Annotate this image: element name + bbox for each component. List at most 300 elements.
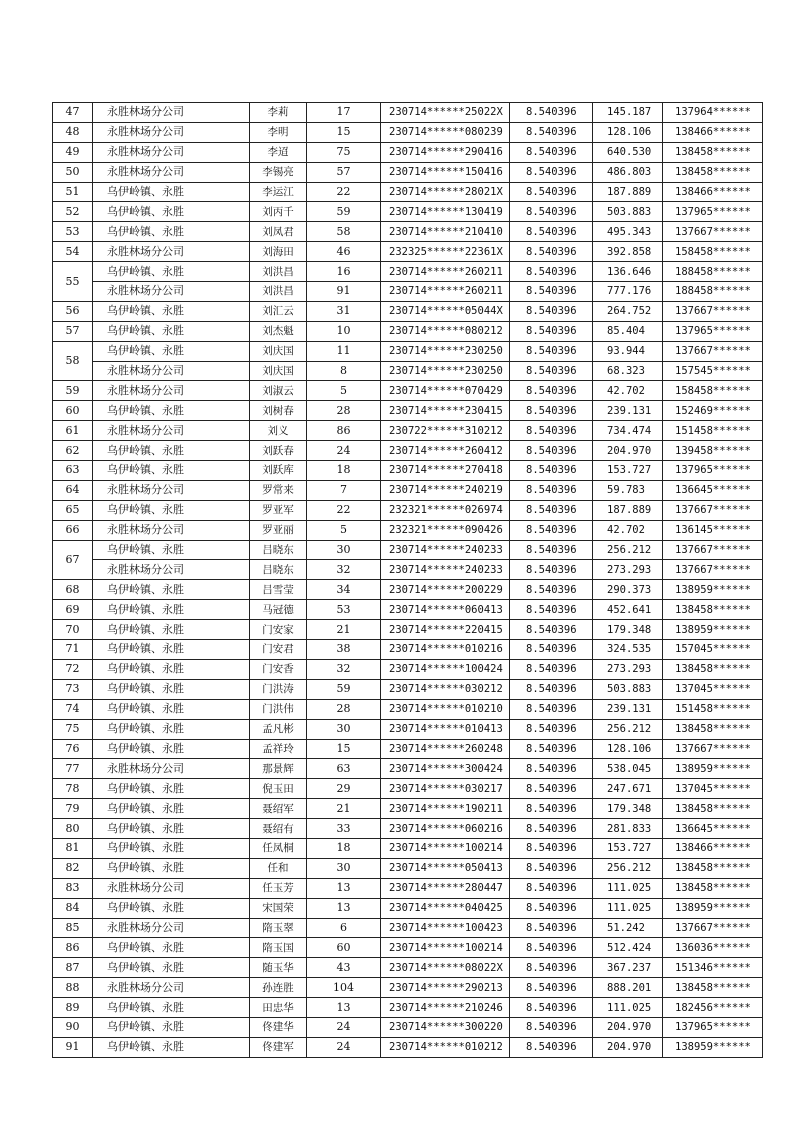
phone-cell: 138458****** bbox=[663, 858, 763, 878]
name-cell: 孟凡彬 bbox=[250, 719, 307, 739]
table-row bbox=[53, 341, 763, 361]
quantity-cell: 32 bbox=[307, 560, 381, 580]
area-cell: 8.540396 bbox=[510, 520, 593, 540]
table-row bbox=[53, 461, 763, 481]
area-cell: 8.540396 bbox=[510, 242, 593, 262]
table-row bbox=[53, 998, 763, 1018]
phone-cell: 138959****** bbox=[663, 580, 763, 600]
area-cell: 8.540396 bbox=[510, 779, 593, 799]
town-cell: 永胜林场分公司 bbox=[93, 421, 250, 441]
town-cell: 永胜林场分公司 bbox=[93, 103, 250, 123]
area-cell: 8.540396 bbox=[510, 898, 593, 918]
name-cell: 刘汇云 bbox=[250, 301, 307, 321]
phone-cell: 138458****** bbox=[663, 162, 763, 182]
table-row bbox=[53, 1037, 763, 1057]
table-row bbox=[53, 978, 763, 998]
town-cell: 永胜林场分公司 bbox=[93, 520, 250, 540]
quantity-cell: 32 bbox=[307, 659, 381, 679]
table-row bbox=[53, 719, 763, 739]
town-cell: 永胜林场分公司 bbox=[93, 142, 250, 162]
phone-cell: 137045****** bbox=[663, 679, 763, 699]
table-row bbox=[53, 560, 763, 580]
phone-cell: 137667****** bbox=[663, 918, 763, 938]
area-cell: 8.540396 bbox=[510, 321, 593, 341]
quantity-cell: 86 bbox=[307, 421, 381, 441]
name-cell: 李莉 bbox=[250, 103, 307, 123]
quantity-cell: 43 bbox=[307, 958, 381, 978]
amount-cell: 324.535 bbox=[593, 640, 663, 660]
table-row bbox=[53, 540, 763, 560]
amount-cell: 42.702 bbox=[593, 381, 663, 401]
amount-cell: 179.348 bbox=[593, 620, 663, 640]
area-cell: 8.540396 bbox=[510, 222, 593, 242]
town-cell: 乌伊岭镇、永胜 bbox=[93, 321, 250, 341]
row-number-cell: 73 bbox=[53, 679, 93, 699]
id-number-cell: 230714******080239 bbox=[381, 122, 510, 142]
row-number-cell: 76 bbox=[53, 739, 93, 759]
row-number-cell: 49 bbox=[53, 142, 93, 162]
phone-cell: 138959****** bbox=[663, 620, 763, 640]
area-cell: 8.540396 bbox=[510, 719, 593, 739]
phone-cell: 137667****** bbox=[663, 222, 763, 242]
row-number-cell: 70 bbox=[53, 620, 93, 640]
id-number-cell: 230714******25022X bbox=[381, 103, 510, 123]
row-number-cell: 54 bbox=[53, 242, 93, 262]
row-number-cell: 47 bbox=[53, 103, 93, 123]
name-cell: 门安君 bbox=[250, 640, 307, 660]
town-cell: 乌伊岭镇、永胜 bbox=[93, 301, 250, 321]
table-row bbox=[53, 321, 763, 341]
area-cell: 8.540396 bbox=[510, 659, 593, 679]
phone-cell: 137667****** bbox=[663, 500, 763, 520]
town-cell: 乌伊岭镇、永胜 bbox=[93, 600, 250, 620]
row-number-cell: 55 bbox=[53, 262, 93, 302]
quantity-cell: 21 bbox=[307, 620, 381, 640]
town-cell: 永胜林场分公司 bbox=[93, 560, 250, 580]
name-cell: 随玉华 bbox=[250, 958, 307, 978]
quantity-cell: 59 bbox=[307, 202, 381, 222]
town-cell: 乌伊岭镇、永胜 bbox=[93, 1037, 250, 1057]
table-row bbox=[53, 799, 763, 819]
row-number-cell: 82 bbox=[53, 858, 93, 878]
quantity-cell: 18 bbox=[307, 461, 381, 481]
quantity-cell: 46 bbox=[307, 242, 381, 262]
area-cell: 8.540396 bbox=[510, 421, 593, 441]
town-cell: 乌伊岭镇、永胜 bbox=[93, 401, 250, 421]
name-cell: 门安家 bbox=[250, 620, 307, 640]
id-number-cell: 230722******310212 bbox=[381, 421, 510, 441]
name-cell: 田忠华 bbox=[250, 998, 307, 1018]
phone-cell: 138959****** bbox=[663, 898, 763, 918]
amount-cell: 281.833 bbox=[593, 819, 663, 839]
name-cell: 门安香 bbox=[250, 659, 307, 679]
area-cell: 8.540396 bbox=[510, 341, 593, 361]
amount-cell: 179.348 bbox=[593, 799, 663, 819]
id-number-cell: 230714******260248 bbox=[381, 739, 510, 759]
id-number-cell: 230714******260211 bbox=[381, 282, 510, 302]
name-cell: 刘庆国 bbox=[250, 361, 307, 381]
phone-cell: 138458****** bbox=[663, 799, 763, 819]
table-row bbox=[53, 381, 763, 401]
area-cell: 8.540396 bbox=[510, 361, 593, 381]
row-number-cell: 48 bbox=[53, 122, 93, 142]
town-cell: 乌伊岭镇、永胜 bbox=[93, 998, 250, 1018]
town-cell: 乌伊岭镇、永胜 bbox=[93, 719, 250, 739]
row-number-cell: 91 bbox=[53, 1037, 93, 1057]
row-number-cell: 85 bbox=[53, 918, 93, 938]
town-cell: 乌伊岭镇、永胜 bbox=[93, 898, 250, 918]
town-cell: 乌伊岭镇、永胜 bbox=[93, 958, 250, 978]
phone-cell: 137667****** bbox=[663, 540, 763, 560]
area-cell: 8.540396 bbox=[510, 958, 593, 978]
phone-cell: 151458****** bbox=[663, 421, 763, 441]
phone-cell: 158458****** bbox=[663, 242, 763, 262]
quantity-cell: 21 bbox=[307, 799, 381, 819]
id-number-cell: 230714******300424 bbox=[381, 759, 510, 779]
name-cell: 李运江 bbox=[250, 182, 307, 202]
name-cell: 佟建华 bbox=[250, 1017, 307, 1037]
town-cell: 永胜林场分公司 bbox=[93, 162, 250, 182]
amount-cell: 187.889 bbox=[593, 182, 663, 202]
row-number-cell: 69 bbox=[53, 600, 93, 620]
id-number-cell: 230714******240233 bbox=[381, 560, 510, 580]
name-cell: 宋国荣 bbox=[250, 898, 307, 918]
name-cell: 孟祥玲 bbox=[250, 739, 307, 759]
name-cell: 门洪伟 bbox=[250, 699, 307, 719]
id-number-cell: 230714******060216 bbox=[381, 819, 510, 839]
phone-cell: 182456****** bbox=[663, 998, 763, 1018]
amount-cell: 42.702 bbox=[593, 520, 663, 540]
quantity-cell: 13 bbox=[307, 878, 381, 898]
table-row bbox=[53, 779, 763, 799]
phone-cell: 188458****** bbox=[663, 262, 763, 282]
phone-cell: 138458****** bbox=[663, 659, 763, 679]
phone-cell: 136145****** bbox=[663, 520, 763, 540]
area-cell: 8.540396 bbox=[510, 600, 593, 620]
table-row bbox=[53, 1017, 763, 1037]
id-number-cell: 230714******010216 bbox=[381, 640, 510, 660]
area-cell: 8.540396 bbox=[510, 122, 593, 142]
table-row bbox=[53, 659, 763, 679]
id-number-cell: 230714******010210 bbox=[381, 699, 510, 719]
amount-cell: 128.106 bbox=[593, 739, 663, 759]
town-cell: 乌伊岭镇、永胜 bbox=[93, 858, 250, 878]
table-row bbox=[53, 640, 763, 660]
quantity-cell: 6 bbox=[307, 918, 381, 938]
town-cell: 乌伊岭镇、永胜 bbox=[93, 202, 250, 222]
name-cell: 刘海田 bbox=[250, 242, 307, 262]
area-cell: 8.540396 bbox=[510, 441, 593, 461]
town-cell: 乌伊岭镇、永胜 bbox=[93, 182, 250, 202]
id-number-cell: 230714******100424 bbox=[381, 659, 510, 679]
amount-cell: 145.187 bbox=[593, 103, 663, 123]
row-number-cell: 71 bbox=[53, 640, 93, 660]
phone-cell: 137667****** bbox=[663, 739, 763, 759]
town-cell: 乌伊岭镇、永胜 bbox=[93, 262, 250, 282]
quantity-cell: 24 bbox=[307, 1017, 381, 1037]
town-cell: 乌伊岭镇、永胜 bbox=[93, 341, 250, 361]
table-row bbox=[53, 421, 763, 441]
amount-cell: 495.343 bbox=[593, 222, 663, 242]
name-cell: 刘洪昌 bbox=[250, 262, 307, 282]
name-cell: 罗亚丽 bbox=[250, 520, 307, 540]
town-cell: 永胜林场分公司 bbox=[93, 242, 250, 262]
phone-cell: 138466****** bbox=[663, 122, 763, 142]
table-row bbox=[53, 699, 763, 719]
table-row bbox=[53, 600, 763, 620]
amount-cell: 111.025 bbox=[593, 878, 663, 898]
area-cell: 8.540396 bbox=[510, 640, 593, 660]
amount-cell: 256.212 bbox=[593, 540, 663, 560]
quantity-cell: 57 bbox=[307, 162, 381, 182]
table-row bbox=[53, 480, 763, 500]
row-number-cell: 56 bbox=[53, 301, 93, 321]
name-cell: 聂绍有 bbox=[250, 819, 307, 839]
town-cell: 乌伊岭镇、永胜 bbox=[93, 838, 250, 858]
amount-cell: 888.201 bbox=[593, 978, 663, 998]
area-cell: 8.540396 bbox=[510, 480, 593, 500]
phone-cell: 137965****** bbox=[663, 321, 763, 341]
row-number-cell: 88 bbox=[53, 978, 93, 998]
area-cell: 8.540396 bbox=[510, 103, 593, 123]
row-number-cell: 84 bbox=[53, 898, 93, 918]
name-cell: 刘洪昌 bbox=[250, 282, 307, 302]
area-cell: 8.540396 bbox=[510, 461, 593, 481]
id-number-cell: 230714******030217 bbox=[381, 779, 510, 799]
table-row bbox=[53, 739, 763, 759]
id-number-cell: 230714******030212 bbox=[381, 679, 510, 699]
row-number-cell: 74 bbox=[53, 699, 93, 719]
phone-cell: 136645****** bbox=[663, 819, 763, 839]
town-cell: 乌伊岭镇、永胜 bbox=[93, 620, 250, 640]
amount-cell: 204.970 bbox=[593, 1037, 663, 1057]
area-cell: 8.540396 bbox=[510, 998, 593, 1018]
row-number-cell: 90 bbox=[53, 1017, 93, 1037]
quantity-cell: 30 bbox=[307, 540, 381, 560]
phone-cell: 152469****** bbox=[663, 401, 763, 421]
phone-cell: 188458****** bbox=[663, 282, 763, 302]
phone-cell: 137965****** bbox=[663, 1017, 763, 1037]
quantity-cell: 10 bbox=[307, 321, 381, 341]
quantity-cell: 30 bbox=[307, 719, 381, 739]
amount-cell: 512.424 bbox=[593, 938, 663, 958]
row-number-cell: 83 bbox=[53, 878, 93, 898]
table-row bbox=[53, 262, 763, 282]
table-row bbox=[53, 938, 763, 958]
amount-cell: 247.671 bbox=[593, 779, 663, 799]
name-cell: 任凤桐 bbox=[250, 838, 307, 858]
name-cell: 吕雪莹 bbox=[250, 580, 307, 600]
id-number-cell: 230714******280447 bbox=[381, 878, 510, 898]
phone-cell: 136036****** bbox=[663, 938, 763, 958]
id-number-cell: 230714******28021X bbox=[381, 182, 510, 202]
name-cell: 孙连胜 bbox=[250, 978, 307, 998]
id-number-cell: 230714******040425 bbox=[381, 898, 510, 918]
area-cell: 8.540396 bbox=[510, 938, 593, 958]
id-number-cell: 230714******130419 bbox=[381, 202, 510, 222]
name-cell: 罗常来 bbox=[250, 480, 307, 500]
area-cell: 8.540396 bbox=[510, 182, 593, 202]
quantity-cell: 31 bbox=[307, 301, 381, 321]
id-number-cell: 230714******100214 bbox=[381, 938, 510, 958]
quantity-cell: 7 bbox=[307, 480, 381, 500]
name-cell: 门洪涛 bbox=[250, 679, 307, 699]
phone-cell: 157545****** bbox=[663, 361, 763, 381]
town-cell: 永胜林场分公司 bbox=[93, 759, 250, 779]
town-cell: 乌伊岭镇、永胜 bbox=[93, 461, 250, 481]
phone-cell: 138458****** bbox=[663, 600, 763, 620]
quantity-cell: 58 bbox=[307, 222, 381, 242]
amount-cell: 239.131 bbox=[593, 699, 663, 719]
area-cell: 8.540396 bbox=[510, 819, 593, 839]
area-cell: 8.540396 bbox=[510, 679, 593, 699]
amount-cell: 538.045 bbox=[593, 759, 663, 779]
id-number-cell: 230714******220415 bbox=[381, 620, 510, 640]
town-cell: 永胜林场分公司 bbox=[93, 282, 250, 302]
row-number-cell: 77 bbox=[53, 759, 93, 779]
quantity-cell: 104 bbox=[307, 978, 381, 998]
id-number-cell: 230714******300220 bbox=[381, 1017, 510, 1037]
area-cell: 8.540396 bbox=[510, 540, 593, 560]
town-cell: 乌伊岭镇、永胜 bbox=[93, 1017, 250, 1037]
row-number-cell: 86 bbox=[53, 938, 93, 958]
town-cell: 乌伊岭镇、永胜 bbox=[93, 500, 250, 520]
area-cell: 8.540396 bbox=[510, 1017, 593, 1037]
area-cell: 8.540396 bbox=[510, 301, 593, 321]
area-cell: 8.540396 bbox=[510, 759, 593, 779]
area-cell: 8.540396 bbox=[510, 699, 593, 719]
id-number-cell: 230714******05044X bbox=[381, 301, 510, 321]
phone-cell: 151458****** bbox=[663, 699, 763, 719]
id-number-cell: 230714******050413 bbox=[381, 858, 510, 878]
town-cell: 永胜林场分公司 bbox=[93, 918, 250, 938]
phone-cell: 158458****** bbox=[663, 381, 763, 401]
town-cell: 乌伊岭镇、永胜 bbox=[93, 540, 250, 560]
table-row bbox=[53, 958, 763, 978]
id-number-cell: 230714******240219 bbox=[381, 480, 510, 500]
area-cell: 8.540396 bbox=[510, 202, 593, 222]
table-row bbox=[53, 361, 763, 381]
area-cell: 8.540396 bbox=[510, 838, 593, 858]
town-cell: 永胜林场分公司 bbox=[93, 480, 250, 500]
town-cell: 乌伊岭镇、永胜 bbox=[93, 222, 250, 242]
table-row bbox=[53, 162, 763, 182]
name-cell: 李锡亮 bbox=[250, 162, 307, 182]
town-cell: 乌伊岭镇、永胜 bbox=[93, 640, 250, 660]
row-number-cell: 72 bbox=[53, 659, 93, 679]
table-row bbox=[53, 401, 763, 421]
town-cell: 永胜林场分公司 bbox=[93, 361, 250, 381]
table-row bbox=[53, 441, 763, 461]
amount-cell: 187.889 bbox=[593, 500, 663, 520]
town-cell: 乌伊岭镇、永胜 bbox=[93, 938, 250, 958]
row-number-cell: 78 bbox=[53, 779, 93, 799]
name-cell: 吕晓东 bbox=[250, 560, 307, 580]
row-number-cell: 59 bbox=[53, 381, 93, 401]
amount-cell: 256.212 bbox=[593, 858, 663, 878]
table-body bbox=[53, 103, 763, 1058]
table-row bbox=[53, 520, 763, 540]
town-cell: 永胜林场分公司 bbox=[93, 122, 250, 142]
area-cell: 8.540396 bbox=[510, 799, 593, 819]
amount-cell: 486.803 bbox=[593, 162, 663, 182]
row-number-cell: 53 bbox=[53, 222, 93, 242]
table-row bbox=[53, 222, 763, 242]
id-number-cell: 230714******230250 bbox=[381, 361, 510, 381]
id-number-cell: 230714******150416 bbox=[381, 162, 510, 182]
id-number-cell: 230714******240233 bbox=[381, 540, 510, 560]
area-cell: 8.540396 bbox=[510, 1037, 593, 1057]
amount-cell: 111.025 bbox=[593, 998, 663, 1018]
area-cell: 8.540396 bbox=[510, 560, 593, 580]
quantity-cell: 29 bbox=[307, 779, 381, 799]
quantity-cell: 15 bbox=[307, 739, 381, 759]
id-number-cell: 230714******230250 bbox=[381, 341, 510, 361]
table-row bbox=[53, 819, 763, 839]
area-cell: 8.540396 bbox=[510, 978, 593, 998]
table-row bbox=[53, 301, 763, 321]
quantity-cell: 22 bbox=[307, 500, 381, 520]
name-cell: 李迢 bbox=[250, 142, 307, 162]
quantity-cell: 18 bbox=[307, 838, 381, 858]
amount-cell: 503.883 bbox=[593, 679, 663, 699]
phone-cell: 137667****** bbox=[663, 301, 763, 321]
town-cell: 乌伊岭镇、永胜 bbox=[93, 699, 250, 719]
amount-cell: 392.858 bbox=[593, 242, 663, 262]
name-cell: 刘树春 bbox=[250, 401, 307, 421]
name-cell: 聂绍军 bbox=[250, 799, 307, 819]
id-number-cell: 230714******270418 bbox=[381, 461, 510, 481]
phone-cell: 137667****** bbox=[663, 560, 763, 580]
name-cell: 刘跃春 bbox=[250, 441, 307, 461]
table-row bbox=[53, 878, 763, 898]
row-number-cell: 81 bbox=[53, 838, 93, 858]
phone-cell: 137045****** bbox=[663, 779, 763, 799]
amount-cell: 239.131 bbox=[593, 401, 663, 421]
amount-cell: 136.646 bbox=[593, 262, 663, 282]
id-number-cell: 230714******100214 bbox=[381, 838, 510, 858]
row-number-cell: 58 bbox=[53, 341, 93, 381]
id-number-cell: 230714******290416 bbox=[381, 142, 510, 162]
quantity-cell: 22 bbox=[307, 182, 381, 202]
table-row bbox=[53, 202, 763, 222]
town-cell: 乌伊岭镇、永胜 bbox=[93, 799, 250, 819]
row-number-cell: 67 bbox=[53, 540, 93, 580]
id-number-cell: 230714******230415 bbox=[381, 401, 510, 421]
area-cell: 8.540396 bbox=[510, 142, 593, 162]
row-number-cell: 89 bbox=[53, 998, 93, 1018]
amount-cell: 777.176 bbox=[593, 282, 663, 302]
table-row bbox=[53, 142, 763, 162]
row-number-cell: 63 bbox=[53, 461, 93, 481]
name-cell: 刘跃库 bbox=[250, 461, 307, 481]
area-cell: 8.540396 bbox=[510, 878, 593, 898]
row-number-cell: 57 bbox=[53, 321, 93, 341]
town-cell: 乌伊岭镇、永胜 bbox=[93, 739, 250, 759]
name-cell: 刘凤君 bbox=[250, 222, 307, 242]
quantity-cell: 13 bbox=[307, 898, 381, 918]
amount-cell: 128.106 bbox=[593, 122, 663, 142]
quantity-cell: 5 bbox=[307, 381, 381, 401]
amount-cell: 734.474 bbox=[593, 421, 663, 441]
amount-cell: 93.944 bbox=[593, 341, 663, 361]
town-cell: 乌伊岭镇、永胜 bbox=[93, 819, 250, 839]
table-row bbox=[53, 918, 763, 938]
amount-cell: 68.323 bbox=[593, 361, 663, 381]
row-number-cell: 50 bbox=[53, 162, 93, 182]
phone-cell: 138959****** bbox=[663, 759, 763, 779]
quantity-cell: 15 bbox=[307, 122, 381, 142]
